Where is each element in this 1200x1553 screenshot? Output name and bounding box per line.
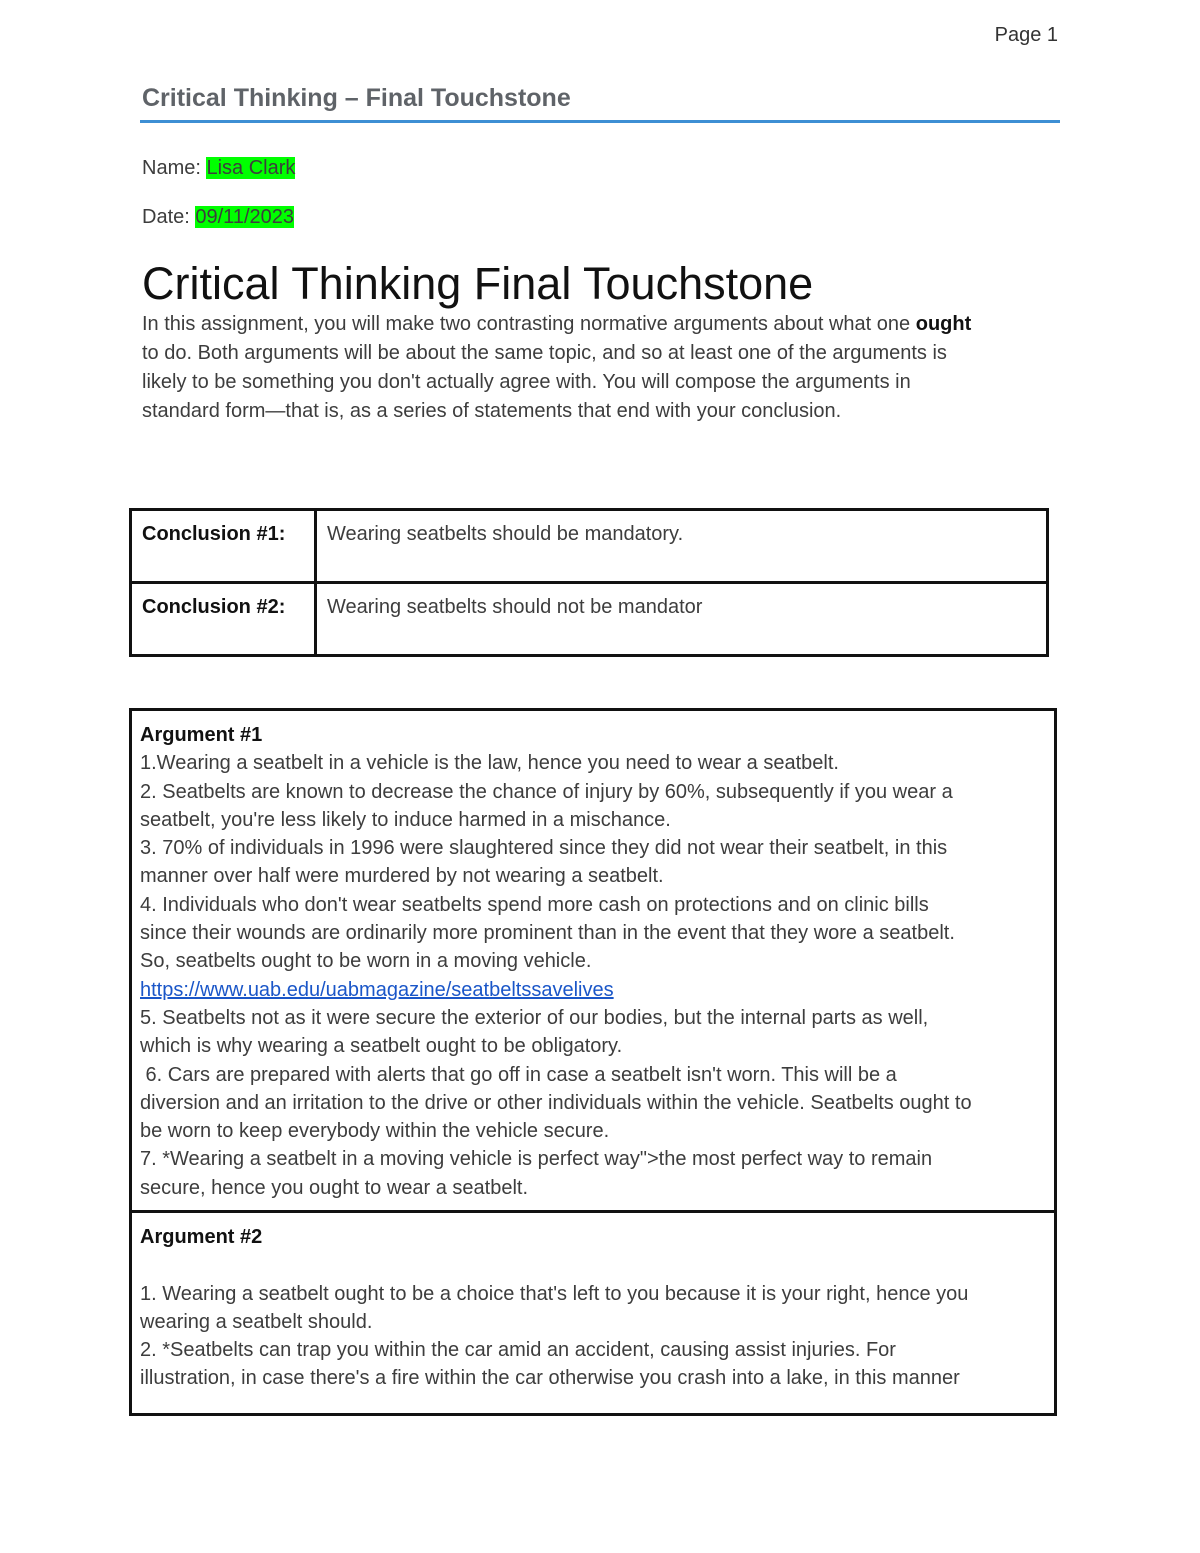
table-row <box>131 583 1048 656</box>
date-value: 09/11/2023 <box>195 206 294 228</box>
intro-bold-word: ought <box>915 313 972 335</box>
argument-2-line: 2. *Seatbelts can trap you within the car amid an accident, causing assist injuries. For <box>140 1339 896 1362</box>
argument-1-line: 1.Wearing a seatbelt in a vehicle is the law, hence you need to wear a seatbelt. <box>140 752 839 775</box>
argument-1-line: 2. Seatbelts are known to decrease the chance of injury by 60%, subsequently if you wear a <box>140 780 953 803</box>
argument-2-title: Argument #2 <box>140 1226 263 1248</box>
document-header-title: Critical Thinking – Final Touchstone <box>142 84 571 112</box>
argument-1-line: 7. *Wearing a seatbelt in a moving vehicle is perfect way">the most perfect way to remain <box>140 1148 933 1171</box>
name-label: Name: <box>142 157 201 179</box>
header-divider <box>140 120 1060 123</box>
argument-2-line: illustration, in case there's a fire within the car otherwise you crash into a lake, in this manner <box>140 1367 960 1390</box>
page-number: Page 1 <box>994 24 1058 46</box>
argument-1-line: which is why wearing a seatbelt ought to be obligatory. <box>140 1035 623 1058</box>
conclusions-table <box>129 508 1049 657</box>
table-row <box>131 510 1048 583</box>
source-link[interactable]: https://www.uab.edu/uabmagazine/seatbeltssavelives <box>140 978 614 1001</box>
argument-1-box <box>129 708 1057 1213</box>
argument-1-line: diversion and an irritation to the drive or other individuals within the vehicle. Seatbelts ought to <box>140 1091 972 1114</box>
conclusion-1-label: Conclusion #1: <box>131 510 316 583</box>
argument-1-line: be worn to keep everybody within the vehicle secure. <box>140 1120 610 1143</box>
argument-2-line: 1. Wearing a seatbelt ought to be a choice that's left to you because it is your right, hence you <box>140 1282 969 1305</box>
conclusion-2-label: Conclusion #2: <box>131 583 316 656</box>
argument-1-line: 4. Individuals who don't wear seatbelts spend more cash on protections and on clinic bills <box>140 893 929 916</box>
name-value: Lisa Clark <box>206 157 296 179</box>
argument-2-spacer <box>140 1251 1054 1279</box>
argument-2-line: wearing a seatbelt should. <box>140 1310 373 1333</box>
intro-line: to do. Both arguments will be about the same topic, and so at least one of the arguments is <box>142 342 947 364</box>
argument-1-line: since their wounds are ordinarily more prominent than in the event that they wore a seatbelt. <box>140 922 955 945</box>
argument-1-line: So, seatbelts ought to be worn in a moving vehicle. <box>140 950 592 973</box>
argument-1-line: secure, hence you ought to wear a seatbelt. <box>140 1176 529 1199</box>
argument-1-line: 6. Cars are prepared with alerts that go off in case a seatbelt isn't worn. This will be a <box>140 1063 897 1086</box>
date-field <box>142 206 294 229</box>
conclusion-2-text[interactable]: Wearing seatbelts should not be mandator <box>316 583 1048 656</box>
intro-text: In this assignment, you will make two contrasting normative arguments about what one <box>142 313 916 335</box>
argument-1-line: seatbelt, you're less likely to induce harmed in a mischance. <box>140 808 671 831</box>
intro-paragraph <box>142 310 1052 426</box>
page-title: Critical Thinking Final Touchstone <box>142 258 814 309</box>
name-field <box>142 157 295 180</box>
intro-line: standard form—that is, as a series of statements that end with your conclusion. <box>142 400 842 422</box>
argument-1-line: manner over half were murdered by not wearing a seatbelt. <box>140 865 664 888</box>
date-label: Date: <box>142 206 190 228</box>
argument-1-title: Argument #1 <box>140 724 263 746</box>
argument-1-line: 5. Seatbelts not as it were secure the exterior of our bodies, but the internal parts as well, <box>140 1006 929 1029</box>
argument-1-line: 3. 70% of individuals in 1996 were slaughtered since they did not wear their seatbelt, in this <box>140 837 948 860</box>
intro-line: likely to be something you don't actually agree with. You will compose the arguments in <box>142 371 911 393</box>
conclusion-1-text[interactable]: Wearing seatbelts should be mandatory. <box>316 510 1048 583</box>
argument-2-box <box>129 1210 1057 1416</box>
